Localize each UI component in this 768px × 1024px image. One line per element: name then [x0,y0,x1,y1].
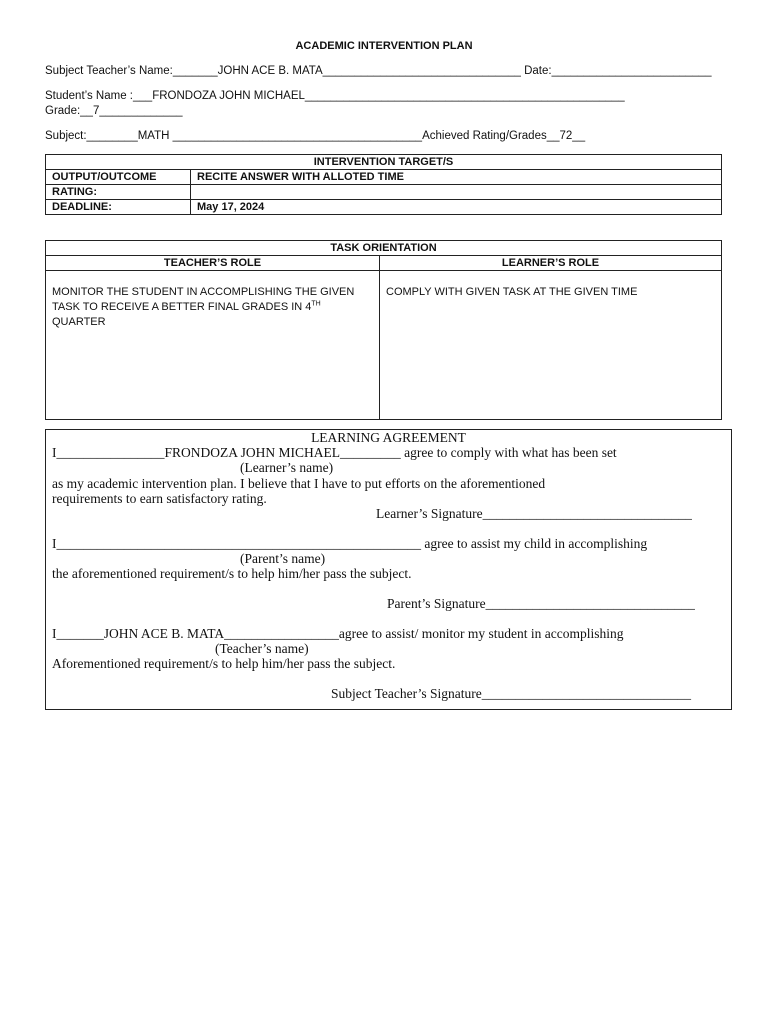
teacher-signature-line: Subject Teacher’s Signature_______________________________ [331,686,692,701]
task-orientation-heading: TASK ORIENTATION [46,241,722,256]
document-title: ACADEMIC INTERVENTION PLAN [295,40,473,52]
table-row [46,170,722,185]
learner-name-caption: (Learner’s name) [240,460,334,475]
teacher-role-superscript: TH [311,300,321,308]
row-label: RATING: [46,185,191,200]
learner-agreement-line: I________________FRONDOZA JOHN MICHAEL_________ agree to comply with what has been set [52,445,617,460]
teacher-name-line: Subject Teacher’s Name:_______JOHN ACE B. MATA_______________________________ Date:_________________________ [45,65,712,77]
row-value: RECITE ANSWER WITH ALLOTED TIME [191,170,722,185]
subject-line: Subject:________MATH _______________________________________Achieved Rating/Grades__72__ [45,130,586,142]
learner-role-text: COMPLY WITH GIVEN TASK AT THE GIVEN TIME [386,286,638,298]
teacher-name-caption: (Teacher’s name) [215,641,309,656]
learner-role-heading: LEARNER’S ROLE [380,256,722,271]
student-name-line: Student’s Name :___FRONDOZA JOHN MICHAEL__________________________________________________ [45,90,625,102]
intervention-targets-table [45,154,722,215]
parent-agreement-line: I______________________________________________________ agree to assist my child in accomplishing [52,536,648,551]
teacher-role-heading: TEACHER’S ROLE [46,256,380,271]
agreement-heading: LEARNING AGREEMENT [311,430,466,445]
learner-role-cell [380,271,722,420]
parent-name-caption: (Parent’s name) [240,551,326,566]
table-row [46,185,722,200]
teacher-role-cell [46,271,380,420]
parent-signature-line: Parent’s Signature_______________________________ [387,596,695,611]
teacher-role-text: MONITOR THE STUDENT IN ACCOMPLISHING THE GIVEN TASK TO RECEIVE A BETTER FINAL GRADES IN 4 [52,286,355,313]
teacher-agreement-line: I_______JOHN ACE B. MATA_________________agree to assist/ monitor my student in accomplishing [52,626,624,641]
learner-agreement-text-1: as my academic intervention plan. I believe that I have to put efforts on the aforementioned [52,476,546,491]
grade-line: Grade:__7_____________ [45,105,183,117]
task-orientation-table [45,240,722,420]
learning-agreement-box [45,429,732,710]
parent-agreement-text: the aforementioned requirement/s to help him/her pass the subject. [52,566,412,581]
learner-signature-line: Learner’s Signature_______________________________ [376,506,692,521]
intervention-heading: INTERVENTION TARGET/S [46,155,722,170]
learner-agreement-text-2: requirements to earn satisfactory rating. [52,491,267,506]
row-value [191,185,722,200]
teacher-role-tail: QUARTER [52,316,106,328]
row-value: May 17, 2024 [191,200,722,215]
table-row [46,200,722,215]
teacher-agreement-text: Aforementioned requirement/s to help him/her pass the subject. [52,656,396,671]
row-label: DEADLINE: [46,200,191,215]
row-label: OUTPUT/OUTCOME [46,170,191,185]
